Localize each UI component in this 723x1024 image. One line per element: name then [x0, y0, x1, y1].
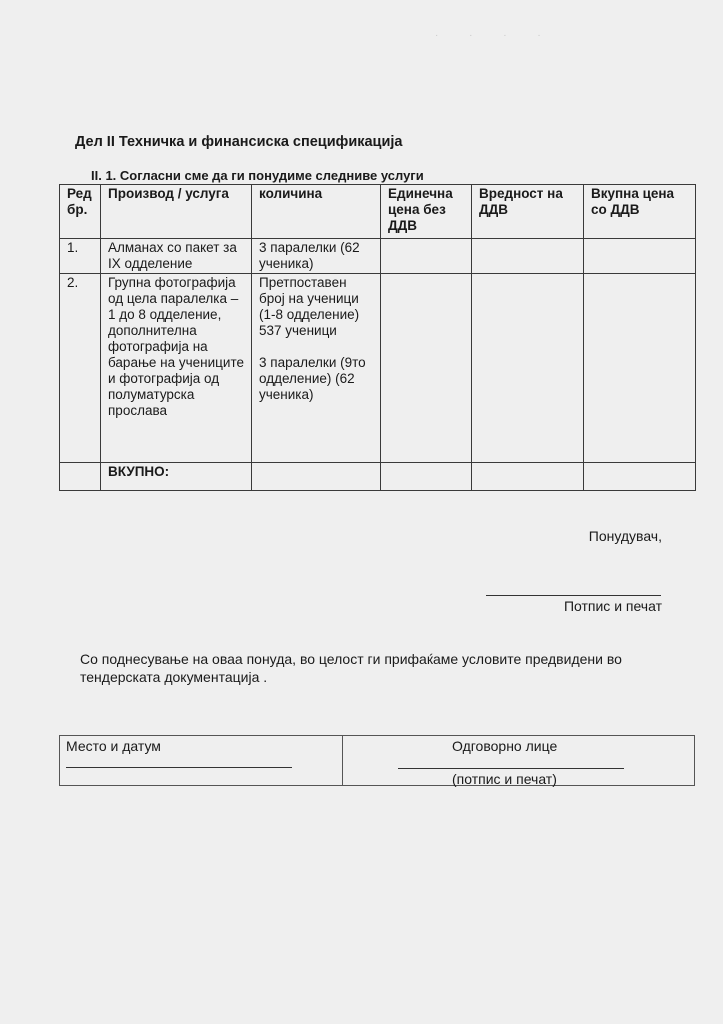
quantity-ninth-grade: 3 паралелки (9то одделение) (62 ученика): [259, 355, 366, 402]
cell-vat[interactable]: [472, 239, 584, 274]
cell-unit-price-total[interactable]: [381, 463, 472, 491]
header-vat: Вредност на ДДВ: [472, 185, 584, 239]
cell-total-price[interactable]: [584, 239, 696, 274]
cell-unit-price[interactable]: [381, 274, 472, 463]
cell-vat[interactable]: [472, 274, 584, 463]
cell-row-number: 2.: [60, 274, 101, 463]
bidder-signature-line[interactable]: [486, 595, 661, 596]
cell-product: Групна фотографија од цела паралелка – 1 до 8 одделение, дополнителна фотографија на барање на учениците и фотографија од полуматурска прослава: [101, 274, 252, 463]
bidder-label: Понудувач,: [588, 528, 662, 544]
cell-unit-price[interactable]: [381, 239, 472, 274]
scan-artifacts: · · · ·: [435, 30, 555, 41]
table-row: [60, 274, 696, 463]
cell-total-price[interactable]: [584, 274, 696, 463]
cell-quantity: [252, 463, 381, 491]
cell-quantity: 3 паралелки (62 ученика): [252, 239, 381, 274]
place-date-label: Место и датум: [66, 738, 161, 754]
section-title: Дел II Техничка и финансиска спецификација: [75, 134, 403, 150]
cell-vat-total[interactable]: [472, 463, 584, 491]
bidder-signature-label: Потпис и печат: [563, 598, 662, 614]
signature-box-divider: [342, 735, 343, 786]
specification-table: [59, 184, 696, 491]
table-header-row: [60, 185, 696, 239]
header-unit-price: Единечна цена без ДДВ: [381, 185, 472, 239]
header-quantity: количина: [252, 185, 381, 239]
cell-product: Алманах со пакет за IX одделение: [101, 239, 252, 274]
cell-grand-total[interactable]: [584, 463, 696, 491]
cell-quantity: [252, 274, 381, 463]
header-product: Производ / услуга: [101, 185, 252, 239]
total-label: ВКУПНО:: [101, 463, 252, 491]
header-total-price: Вкупна цена со ДДВ: [584, 185, 696, 239]
place-date-field[interactable]: [66, 767, 292, 768]
table-total-row: [60, 463, 696, 491]
header-row-number: Ред бр.: [60, 185, 101, 239]
cell-row-number: [60, 463, 101, 491]
responsible-signature-line[interactable]: [398, 768, 624, 769]
responsible-person-label: Одговорно лице: [452, 738, 558, 754]
acceptance-statement: Со поднесување на оваа понуда, во целост ги прифаќаме условите предвидени во тендерската документација .: [80, 651, 622, 685]
quantity-estimate: Претпоставен број на ученици (1-8 одделение) 537 ученици: [259, 275, 360, 338]
responsible-signature-label: (потпис и печат): [452, 771, 557, 787]
cell-row-number: 1.: [60, 239, 101, 274]
table-row: [60, 239, 696, 274]
section-subtitle: II. 1. Согласни сме да ги понудиме следниве услуги: [91, 168, 424, 183]
